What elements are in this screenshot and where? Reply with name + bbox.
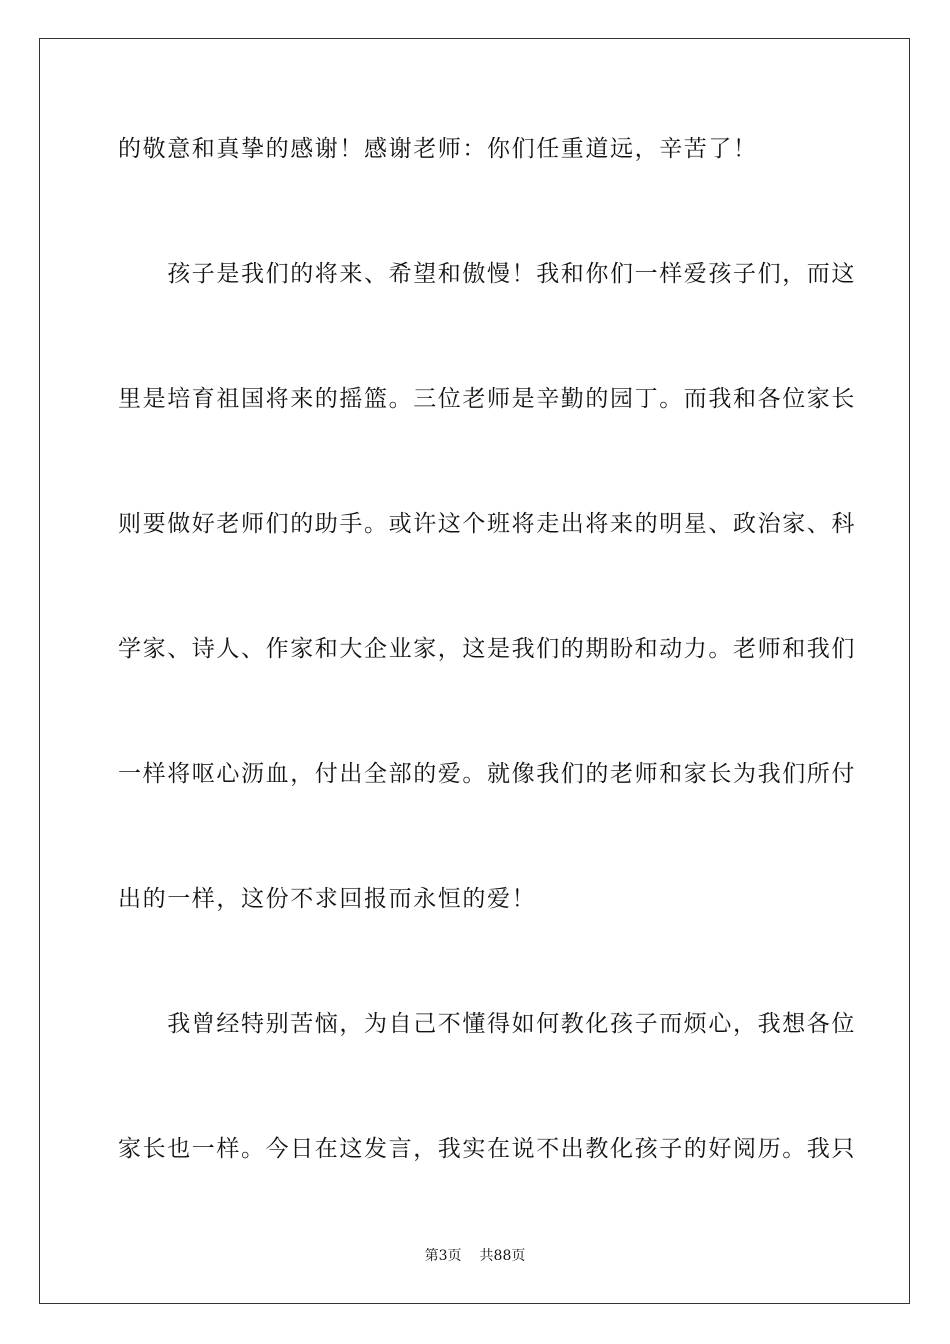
text-line: 孩子是我们的将来、希望和傲慢！我和你们一样爱孩子们，而这 xyxy=(118,261,856,287)
text-line: 的敬意和真挚的感谢！感谢老师：你们任重道远，辛苦了！ xyxy=(118,136,758,162)
text-line: 出的一样，这份不求回报而永恒的爱！ xyxy=(118,886,537,912)
page-footer xyxy=(0,1246,950,1266)
text-line: 里是培育祖国将来的摇篮。三位老师是辛勤的园丁。而我和各位家长 xyxy=(118,386,856,412)
text-line: 学家、诗人、作家和大企业家，这是我们的期盼和动力。老师和我们 xyxy=(118,636,856,662)
text-line: 则要做好老师们的助手。或许这个班将走出将来的明星、政治家、科 xyxy=(118,511,856,537)
text-line: 一样将呕心沥血，付出全部的爱。就像我们的老师和家长为我们所付 xyxy=(118,761,856,787)
page-total: 共88页 xyxy=(479,1248,526,1264)
page-border xyxy=(39,38,910,1304)
page-number: 第3页 xyxy=(424,1248,462,1264)
text-line: 我曾经特别苦恼，为自己不懂得如何教化孩子而烦心，我想各位 xyxy=(118,1011,856,1037)
text-line: 家长也一样。今日在这发言，我实在说不出教化孩子的好阅历。我只 xyxy=(118,1136,856,1162)
